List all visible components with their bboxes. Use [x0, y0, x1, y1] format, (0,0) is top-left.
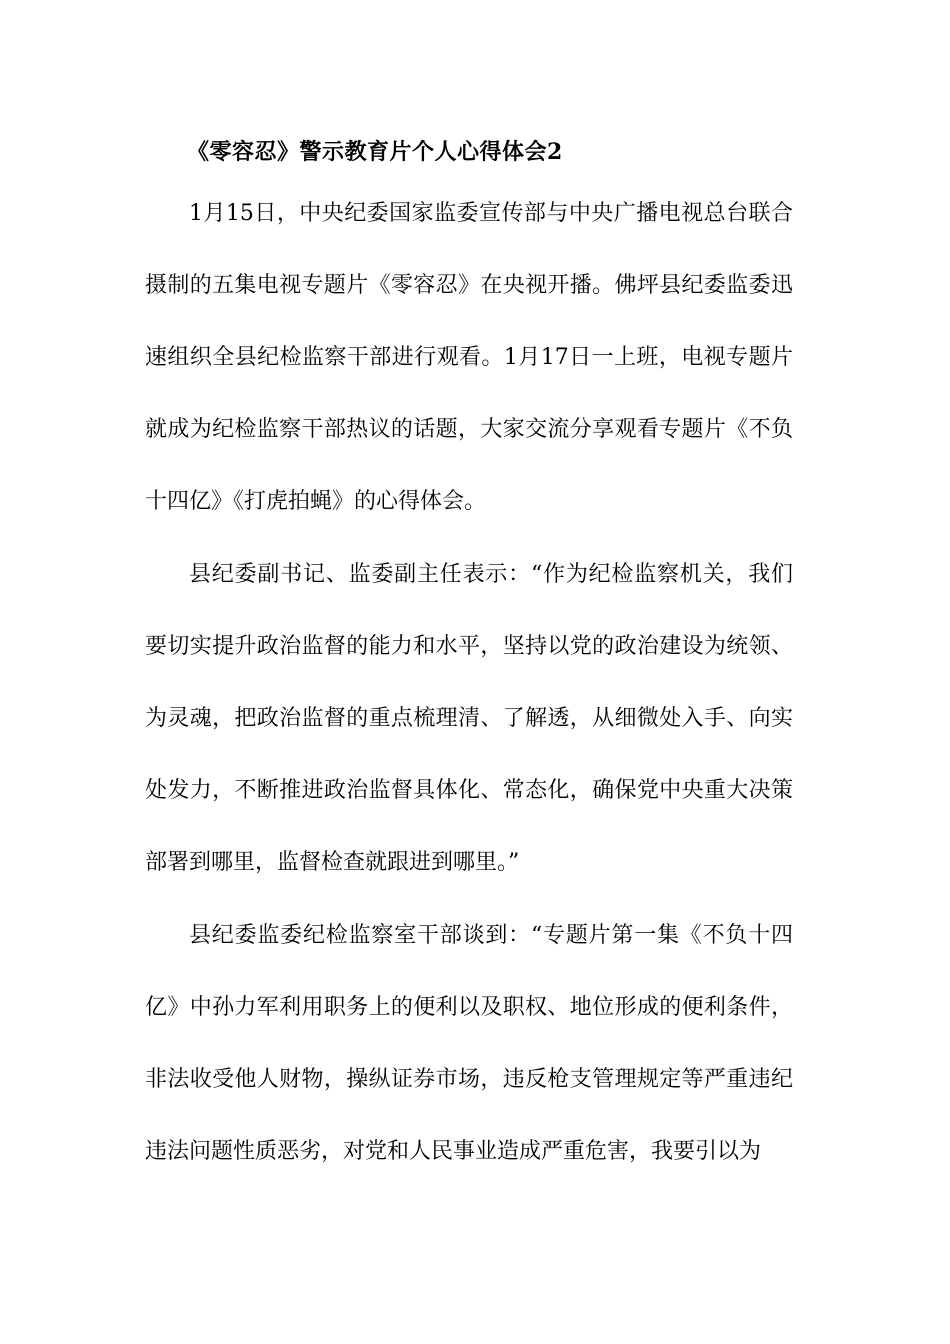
- paragraph-2: 县纪委副书记、监委副主任表示：“作为纪检监察机关，我们要切实提升政治监督的能力和水平，坚持以党的政治建设为统领、为灵魂，把政治监督的重点梳理清、了解透，从细微处入手、向实处发力，不断推进政治监督具体化、常态化，确保党中央重大决策部署到哪里，监督检查就跟进到哪里。”: [145, 562, 793, 875]
- document-title: 《零容忍》警示教育片个人心得体会2: [187, 139, 563, 165]
- paragraph-3: 县纪委监委纪检监察室干部谈到：“专题片第一集《不负十四亿》中孙力军利用职务上的便利以及职权、地位形成的便利条件，非法收受他人财物，操纵证券市场，违反枪支管理规定等严重违纪违法问题性质恶劣，对党和人民事业造成严重危害，我要引以为: [145, 923, 793, 1164]
- paragraph-1: 1月15日，中央纪委国家监委宣传部与中央广播电视总台联合摄制的五集电视专题片《零容忍》在央视开播。佛坪县纪委监委迅速组织全县纪检监察干部进行观看。1月17日一上班，电视专题片就成为纪检监察干部热议的话题，大家交流分享观看专题片《不负十四亿》《打虎拍蝇》的心得体会。: [145, 201, 793, 514]
